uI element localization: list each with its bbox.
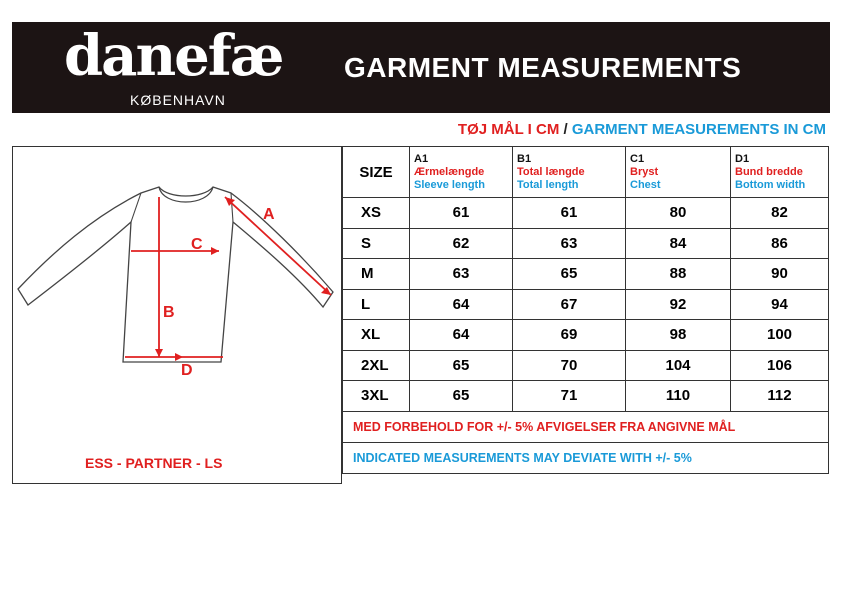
sleeve-length-cell: 61 xyxy=(410,198,513,229)
column-header xyxy=(731,147,829,198)
table-row xyxy=(343,320,829,351)
sleeve-length-cell: 63 xyxy=(410,259,513,290)
subtitle-separator: / xyxy=(563,121,568,138)
note-row-danish xyxy=(343,411,829,442)
bottom-width-cell: 82 xyxy=(731,198,829,229)
header-banner xyxy=(12,22,830,113)
shirt-outline xyxy=(18,187,333,362)
column-header xyxy=(626,147,731,198)
total-length-cell: 70 xyxy=(513,350,626,381)
column-header xyxy=(513,147,626,198)
brand-logo-subtitle: KØBENHAVN xyxy=(130,92,226,108)
column-label-english: Bottom width xyxy=(735,178,806,191)
size-cell: M xyxy=(343,259,410,290)
column-label-danish: Bryst xyxy=(630,165,659,178)
subtitle-english: GARMENT MEASUREMENTS IN CM xyxy=(571,121,826,138)
brand-logo: danefæ xyxy=(64,23,283,89)
sleeve-length-cell: 62 xyxy=(410,228,513,259)
chest-cell: 104 xyxy=(626,350,731,381)
column-code: B1 xyxy=(517,152,532,165)
column-header xyxy=(410,147,513,198)
units-subtitle xyxy=(458,121,826,138)
label-c: C xyxy=(191,236,203,253)
style-name: ESS - PARTNER - LS xyxy=(85,455,223,471)
table-row xyxy=(343,228,829,259)
column-label-english: Sleeve length xyxy=(414,178,485,191)
subtitle-danish: TØJ MÅL I CM xyxy=(457,121,560,138)
sleeve-arrow xyxy=(225,197,331,295)
sleeve-length-cell: 64 xyxy=(410,289,513,320)
chest-cell: 92 xyxy=(626,289,731,320)
size-cell: L xyxy=(343,289,410,320)
total-length-cell: 61 xyxy=(513,198,626,229)
column-label-danish: Bund bredde xyxy=(735,165,803,178)
total-length-cell: 65 xyxy=(513,259,626,290)
table-row xyxy=(343,350,829,381)
total-length-cell: 71 xyxy=(513,381,626,412)
bottom-width-cell: 100 xyxy=(731,320,829,351)
column-code: D1 xyxy=(735,152,750,165)
tolerance-note-danish: MED FORBEHOLD FOR +/- 5% AFVIGELSER FRA ANGIVNE MÅL xyxy=(343,411,829,442)
length-arrow-head xyxy=(155,349,163,357)
column-label-danish: Total længde xyxy=(517,165,585,178)
label-b: B xyxy=(163,304,175,321)
table-row xyxy=(343,198,829,229)
total-length-cell: 69 xyxy=(513,320,626,351)
size-cell: 2XL xyxy=(343,350,410,381)
table-row xyxy=(343,289,829,320)
column-code: A1 xyxy=(414,152,429,165)
column-label-danish: Ærmelængde xyxy=(414,165,485,178)
column-label-english: Chest xyxy=(630,178,661,191)
bottom-width-cell: 86 xyxy=(731,228,829,259)
sleeve-length-cell: 65 xyxy=(410,381,513,412)
bottom-arrow-head xyxy=(175,353,183,361)
sleeve-length-cell: 64 xyxy=(410,320,513,351)
total-length-cell: 67 xyxy=(513,289,626,320)
total-length-cell: 63 xyxy=(513,228,626,259)
table-row xyxy=(343,381,829,412)
table-header-row xyxy=(343,147,829,198)
bottom-width-cell: 94 xyxy=(731,289,829,320)
size-cell: 3XL xyxy=(343,381,410,412)
label-a: A xyxy=(263,206,275,223)
chest-cell: 110 xyxy=(626,381,731,412)
long-sleeve-shirt-diagram xyxy=(13,177,340,477)
size-cell: XS xyxy=(343,198,410,229)
chest-cell: 98 xyxy=(626,320,731,351)
size-cell: XL xyxy=(343,320,410,351)
size-cell: S xyxy=(343,228,410,259)
size-table xyxy=(342,146,829,474)
table-row xyxy=(343,259,829,290)
chest-arrow-head xyxy=(211,247,219,255)
garment-diagram-panel xyxy=(12,146,342,484)
bottom-width-cell: 106 xyxy=(731,350,829,381)
chest-cell: 80 xyxy=(626,198,731,229)
label-d: D xyxy=(181,362,193,379)
size-header: SIZE xyxy=(343,147,410,198)
bottom-width-cell: 112 xyxy=(731,381,829,412)
tolerance-note-english: INDICATED MEASUREMENTS MAY DEVIATE WITH +/- 5% xyxy=(343,442,829,473)
collar-line xyxy=(159,187,213,202)
note-row-english xyxy=(343,442,829,473)
chest-cell: 84 xyxy=(626,228,731,259)
right-armhole xyxy=(231,193,233,222)
page-title: GARMENT MEASUREMENTS xyxy=(344,52,742,83)
chest-cell: 88 xyxy=(626,259,731,290)
sleeve-length-cell: 65 xyxy=(410,350,513,381)
column-code: C1 xyxy=(630,152,645,165)
column-label-english: Total length xyxy=(517,178,579,191)
bottom-width-cell: 90 xyxy=(731,259,829,290)
